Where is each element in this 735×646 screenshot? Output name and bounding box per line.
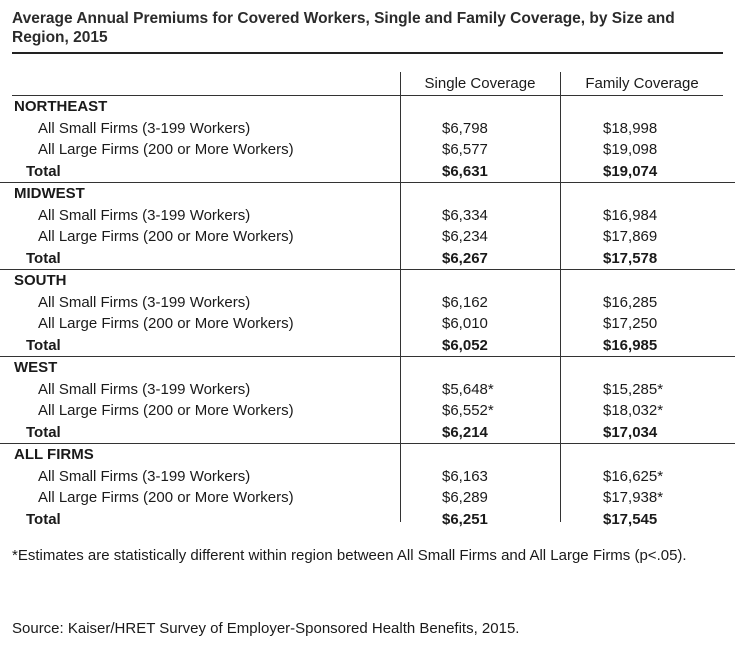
total-single-cell: $6,631 (442, 162, 488, 180)
total-row (0, 248, 735, 270)
family-coverage-cell: $17,250 (603, 315, 658, 332)
region-label: WEST (14, 359, 58, 376)
single-coverage-cell: $6,010 (442, 315, 488, 332)
row-label: All Small Firms (3-199 Workers) (38, 467, 251, 485)
total-label: Total (26, 249, 61, 267)
single-coverage-cell: $6,289 (442, 489, 488, 506)
table-row (0, 313, 735, 335)
total-family-cell: $16,985 (603, 336, 658, 354)
single-coverage-cell: $6,163 (442, 467, 488, 485)
table-row (0, 226, 735, 248)
total-row (0, 161, 735, 183)
family-coverage-cell: $18,032* (603, 402, 664, 419)
row-label: All Small Firms (3-199 Workers) (38, 206, 251, 224)
table-row (0, 379, 735, 401)
region-row (0, 182, 735, 205)
total-single-cell: $6,052 (442, 336, 488, 354)
total-label: Total (26, 423, 61, 441)
family-coverage-cell: $19,098 (603, 141, 658, 158)
column-header-family: Family Coverage (585, 75, 699, 92)
total-label: Total (26, 162, 61, 180)
table-row (0, 292, 735, 314)
table-body (0, 96, 735, 530)
single-coverage-cell: $6,334 (442, 206, 488, 224)
row-label: All Small Firms (3-199 Workers) (38, 293, 251, 311)
family-coverage-cell: $18,998 (603, 119, 658, 137)
family-coverage-cell: $15,285* (603, 380, 664, 398)
region-row (0, 96, 735, 118)
family-coverage-cell: $17,938* (603, 489, 664, 506)
region-row (0, 269, 735, 292)
row-label: All Large Firms (200 or More Workers) (38, 402, 294, 419)
region-label: MIDWEST (14, 185, 85, 202)
family-coverage-cell: $16,984 (603, 206, 658, 224)
region-label: NORTHEAST (14, 98, 108, 115)
row-label: All Large Firms (200 or More Workers) (38, 489, 294, 506)
row-label: All Large Firms (200 or More Workers) (38, 228, 294, 245)
total-single-cell: $6,251 (442, 510, 488, 528)
row-label: All Large Firms (200 or More Workers) (38, 141, 294, 158)
single-coverage-cell: $5,648* (442, 380, 494, 398)
table-row (0, 400, 735, 422)
region-row (0, 356, 735, 379)
row-label: All Large Firms (200 or More Workers) (38, 315, 294, 332)
total-row (0, 335, 735, 357)
single-coverage-cell: $6,577 (442, 141, 488, 158)
total-label: Total (26, 336, 61, 354)
chart-title: Average Annual Premiums for Covered Workers, Single and Family Coverage, by Size and Region, 2015 (12, 10, 675, 46)
total-family-cell: $17,578 (603, 249, 658, 267)
total-row (0, 509, 735, 531)
column-header-single: Single Coverage (424, 75, 536, 92)
table-row (0, 205, 735, 227)
family-coverage-cell: $17,869 (603, 228, 658, 245)
row-label: All Small Firms (3-199 Workers) (38, 119, 251, 137)
title-rule (12, 52, 723, 54)
table-row (0, 466, 735, 488)
single-coverage-cell: $6,162 (442, 293, 488, 311)
total-single-cell: $6,214 (442, 423, 488, 441)
single-coverage-cell: $6,798 (442, 119, 488, 137)
region-label: ALL FIRMS (14, 446, 94, 463)
total-row (0, 422, 735, 444)
family-coverage-cell: $16,625* (603, 467, 664, 485)
region-row (0, 443, 735, 466)
single-coverage-cell: $6,234 (442, 228, 488, 245)
total-label: Total (26, 510, 61, 528)
source-note: Source: Kaiser/HRET Survey of Employer-Sponsored Health Benefits, 2015. (12, 620, 520, 637)
total-family-cell: $17,034 (603, 423, 658, 441)
table-row (0, 139, 735, 161)
region-label: SOUTH (14, 272, 67, 289)
single-coverage-cell: $6,552* (442, 402, 494, 419)
family-coverage-cell: $16,285 (603, 293, 658, 311)
total-single-cell: $6,267 (442, 249, 488, 267)
total-family-cell: $17,545 (603, 510, 658, 528)
table-row (0, 118, 735, 140)
row-label: All Small Firms (3-199 Workers) (38, 380, 251, 398)
table-row (0, 487, 735, 509)
footnote: *Estimates are statistically different within region between All Small Firms and All Large Firms (p<.05). (12, 547, 687, 564)
total-family-cell: $19,074 (603, 162, 658, 180)
